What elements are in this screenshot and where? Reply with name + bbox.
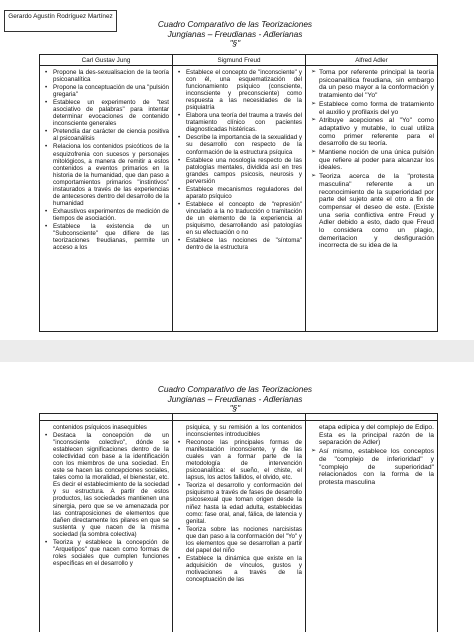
title-line-1: Cuadro Comparativo de las Teorizaciones <box>157 384 313 394</box>
table-row <box>40 421 438 632</box>
document-page-2 <box>0 362 474 632</box>
list-item: • Establece una nosología respecto de las patologías mentales, dividida así en tres grandes campos psicosis, neurosis y perversión <box>186 157 302 185</box>
list-item: • Teoriza sobre las nociones narcisistas que dan paso a la conformación del "Yo" y los elementos que se desarrollan a partir del papel del niño <box>186 526 302 554</box>
author-box <box>4 10 117 32</box>
jung-list <box>43 424 169 567</box>
page-gap <box>0 340 474 362</box>
title-line-3: "§" <box>229 403 241 414</box>
list-item: ➢ Atribuye acepciones al "Yo" como adaptativo y mutable, lo cual utiliza como primer referente para el desarrollo de su teoría. <box>319 117 434 148</box>
title-line-2: Jungianas – Freudianas - Adlerianas <box>167 393 303 404</box>
list-item: • Destaca la concepción de un "inconsciente colectivo", dónde se establecen significaciones dentro de la colectividad con base a la identificación con los miembros de una sociedad. En este se hacen las concepciones sociales, tales como la moralidad, el bienestar, etc. Es decir el establecimiento de la sociedad y su estructura. A partir de estos productos, las sociedades mantienen una sinergia, pero que se ve amenazada por las contraposiciones de elementos que dañen directamente los pilares en que se sustenta y que nacen de la misma sociedad (la sombra colectiva) <box>53 432 169 538</box>
freud-list <box>176 69 302 251</box>
adler-cell <box>306 421 438 632</box>
list-item: • Elabora una teoría del trauma a través del tratamiento clínico con pacientes diagnosticadas histéricas. <box>186 112 302 133</box>
table-header-row <box>40 414 438 421</box>
list-item: etapa edípica y del complejo de Edipo. Esta es la principal razón de la separación de Adler) <box>319 424 434 447</box>
list-item: • Propone la conceptuación de una "pulsión gregaria" <box>53 84 169 98</box>
list-item: ➢ Toma por referente principal la teoría psicoanalítica freudiana, sin embargo da un peso mayor a la conformación y tratamiento del "Yo" <box>319 69 434 100</box>
author-name: Gerardo Agustín Rodríguez Martínez <box>8 13 113 20</box>
list-item: • Establece mecanismos reguladores del aparato psíquico <box>186 186 302 200</box>
list-item: • Pretendía dar carácter de ciencia positiva al psicoanálisis <box>53 128 169 142</box>
list-item: • Exhaustivos experimentos de medición de tiempos de asociación. <box>53 208 169 222</box>
list-item: • Teoriza el desarrollo y conformación del psiquismo a través de fases de desarrollo psicosexual que toman origen desde la niñez hasta la edad adulta, establecidas como: fase oral, anal, fálica, de latencia y genital. <box>186 482 302 524</box>
document-title <box>120 385 350 414</box>
adler-list <box>309 424 434 487</box>
list-item: ➢ Así mismo, establece los conceptos de "complejo de inferioridad" y "complejo de superioridad" relacionados con la forma de la protesta masculina <box>319 448 434 487</box>
header-empty <box>40 414 173 421</box>
list-item: • Establece el concepto de "represión" vinculado a la no traducción o tramitación de un elemento de la experiencia al psiquismo, desarrollando así patologías en su efectuación o no <box>186 201 302 236</box>
list-item: • Relaciona los contenidos psicóticos de la esquizofrenia con sucesos y personajes mitológicos, a manera de remitir a estos contenidos a eventos primarios en la historia de la humanidad, que dan paso a comportamientos primarios "instintivos" instaurados a través de las experiencias de antecesores dentro del desarrollo de la humanidad <box>53 143 169 206</box>
list-item: ➢ Mantiene noción de una única pulsión que refiere al poder para alcanzar los ideales. <box>319 149 434 172</box>
list-item: • Describe la importancia de la sexualidad y su desarrollo con respecto de la conformación de la estructura psíquica <box>186 134 302 155</box>
list-item: ➢ Establece como forma de tratamiento el auxilio y profilaxis del yo <box>319 101 434 116</box>
adler-cell <box>306 66 438 332</box>
list-item: • Propone la des-sexualisacion de la teoría psicoanalítica <box>53 69 169 83</box>
list-item: • Establece un experimento de "test asociativo de palabras" para intentar determinar evocaciones de contenido inconsciente generales <box>53 99 169 127</box>
header-empty <box>173 414 306 421</box>
table-header-row <box>40 55 438 66</box>
title-line-3: "§" <box>229 38 241 49</box>
header-jung: Carl Gustav Jung <box>40 55 173 66</box>
freud-cell <box>173 66 306 332</box>
list-item: • Establece la existencia de un "Subconsciente" que difiere de las teorizaciones freudianas, permite un acceso a los <box>53 223 169 251</box>
freud-cell <box>173 421 306 632</box>
header-empty <box>306 414 438 421</box>
list-item: • Establece la dinámica que existe en la adquisición de vínculos, gustos y motivaciones a través de la conceptuación de las <box>186 555 302 583</box>
comparison-table <box>39 413 438 632</box>
header-adler: Alfred Adler <box>306 55 438 66</box>
comparison-table <box>39 54 438 332</box>
freud-list <box>176 424 302 583</box>
list-item: psíquica, y su remisión a los contenidos inconscientes introducibles <box>186 424 302 439</box>
list-item: • Reconoce las principales formas de manifestación inconsciente, y de las cuales van a formar parte de la metodología de intervención psicoanalítica: el sueño, el chiste, el lapsus, los actos fallidos, el olvido, etc. <box>186 439 302 481</box>
table-row <box>40 66 438 332</box>
list-item: • Establece el concepto de "inconsciente" y con él, una esquematización del funcionamiento psíquico (consciente, inconsciente y preconsciente) como respuesta a las necesidades de la psiquiatría <box>186 69 302 111</box>
document-title <box>120 20 350 49</box>
jung-cell <box>40 421 173 632</box>
list-item: • Teoriza y establece la concepción de "Arquetipos" que nacen como formas de roles sociales que cumplen funciones específicas en el desarrollo y <box>53 539 169 567</box>
jung-list <box>43 69 169 251</box>
list-item: ➢ Teoriza acerca de la "protesta masculina" referente a un reconocimiento de la superioridad por parte del sujeto ante el otro a fin de compensar el deseo de este. (Existe una seria conflictiva entre Freud y Adler debido a esto, dado que Freud lo considera como un plagio, demeritacion y desfiguración incorrecta de su idea de la <box>319 173 434 250</box>
adler-list <box>309 69 434 250</box>
title-line-2: Jungianas – Freudianas - Adlerianas <box>167 28 303 39</box>
header-freud: Sigmund Freud <box>173 55 306 66</box>
list-item: contenidos psíquicos inasequibles <box>53 424 147 431</box>
list-item: • Establece las nociones de "síntoma" dentro de la estructura <box>186 237 302 251</box>
jung-cell <box>40 66 173 332</box>
title-line-1: Cuadro Comparativo de las Teorizaciones <box>157 19 313 29</box>
